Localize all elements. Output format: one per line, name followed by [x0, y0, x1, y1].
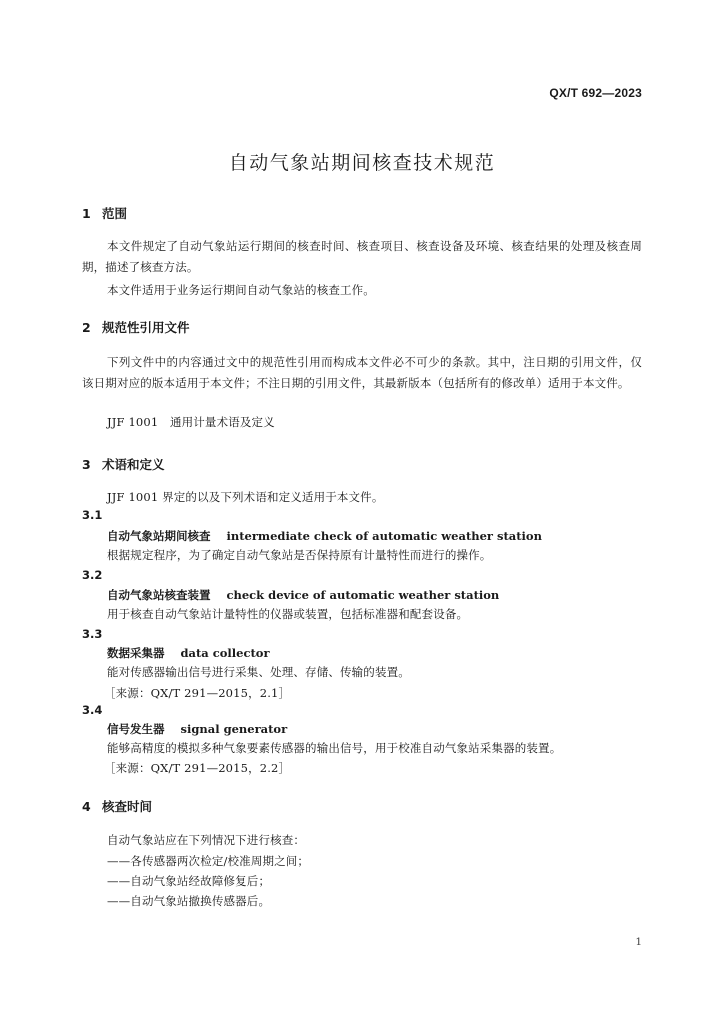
term-en: intermediate check of automatic weather station	[226, 529, 542, 543]
list-item: ——自动气象站经故障修复后；	[107, 874, 271, 888]
term-definition: 能对传感器输出信号进行采集、处理、存储、传输的装置。	[107, 665, 410, 679]
section-number: 1	[82, 206, 91, 221]
section-title: 核查时间	[102, 799, 153, 814]
section-4-heading	[82, 797, 152, 815]
term-heading	[107, 587, 499, 603]
section-2-heading	[82, 318, 190, 336]
term-heading	[107, 528, 542, 544]
term-en: check device of automatic weather station	[226, 588, 500, 602]
section-number: 4	[82, 799, 91, 814]
document-title: 自动气象站期间核查技术规范	[228, 152, 496, 174]
standard-code: QX/T 692—2023	[549, 86, 642, 100]
term-en: signal generator	[180, 722, 288, 736]
term-definition: 用于核查自动气象站计量特性的仪器或装置，包括标准器和配套设备。	[107, 607, 469, 621]
list-item: ——自动气象站撤换传感器后。	[107, 894, 271, 908]
term-zh: 自动气象站期间核查	[107, 529, 211, 543]
section-1-heading	[82, 204, 127, 222]
section-4-intro: 自动气象站应在下列情况下进行核查：	[107, 833, 306, 847]
clause-number: 3.4	[82, 703, 103, 717]
section-title: 范围	[102, 206, 128, 221]
term-heading	[107, 645, 270, 661]
clause-number: 3.3	[82, 627, 103, 641]
page-number: 1	[635, 936, 642, 948]
term-zh: 数据采集器	[107, 646, 165, 660]
term-definition: 根据规定程序，为了确定自动气象站是否保持原有计量特性而进行的操作。	[107, 548, 492, 562]
term-source: ［来源：QX/T 291—2015，2.1］	[104, 686, 291, 700]
term-en: data collector	[180, 646, 270, 660]
list-item: ——各传感器两次检定/校准周期之间；	[107, 854, 310, 868]
term-zh: 自动气象站核查装置	[107, 588, 211, 602]
section-2-paragraph: 下列文件中的内容通过文中的规范性引用而构成本文件必不可少的条款。其中，注日期的引用文件，仅该日期对应的版本适用于本文件；不注日期的引用文件，其最新版本（包括所有的修改单）适用于本文件。	[82, 355, 642, 390]
section-1-paragraph-2: 本文件适用于业务运行期间自动气象站的核查工作。	[107, 283, 375, 297]
term-zh: 信号发生器	[107, 722, 165, 736]
section-1-paragraph-1: 本文件规定了自动气象站运行期间的核查时间、核查项目、核查设备及环境、核查结果的处理及核查周期，描述了核查方法。	[82, 239, 642, 274]
term-heading	[107, 721, 287, 737]
section-3-heading	[82, 455, 165, 473]
clause-number: 3.2	[82, 568, 103, 582]
section-title: 规范性引用文件	[102, 320, 190, 335]
term-definition: 能够高精度的模拟多种气象要素传感器的输出信号，用于校准自动气象站采集器的装置。	[107, 741, 562, 755]
section-title: 术语和定义	[102, 457, 165, 472]
term-source: ［来源：QX/T 291—2015，2.2］	[104, 761, 291, 775]
section-3-intro: JJF 1001 界定的以及下列术语和定义适用于本文件。	[107, 490, 384, 504]
clause-number: 3.1	[82, 508, 103, 522]
section-number: 2	[82, 320, 91, 335]
normative-reference: JJF 1001 通用计量术语及定义	[107, 415, 275, 429]
section-number: 3	[82, 457, 91, 472]
